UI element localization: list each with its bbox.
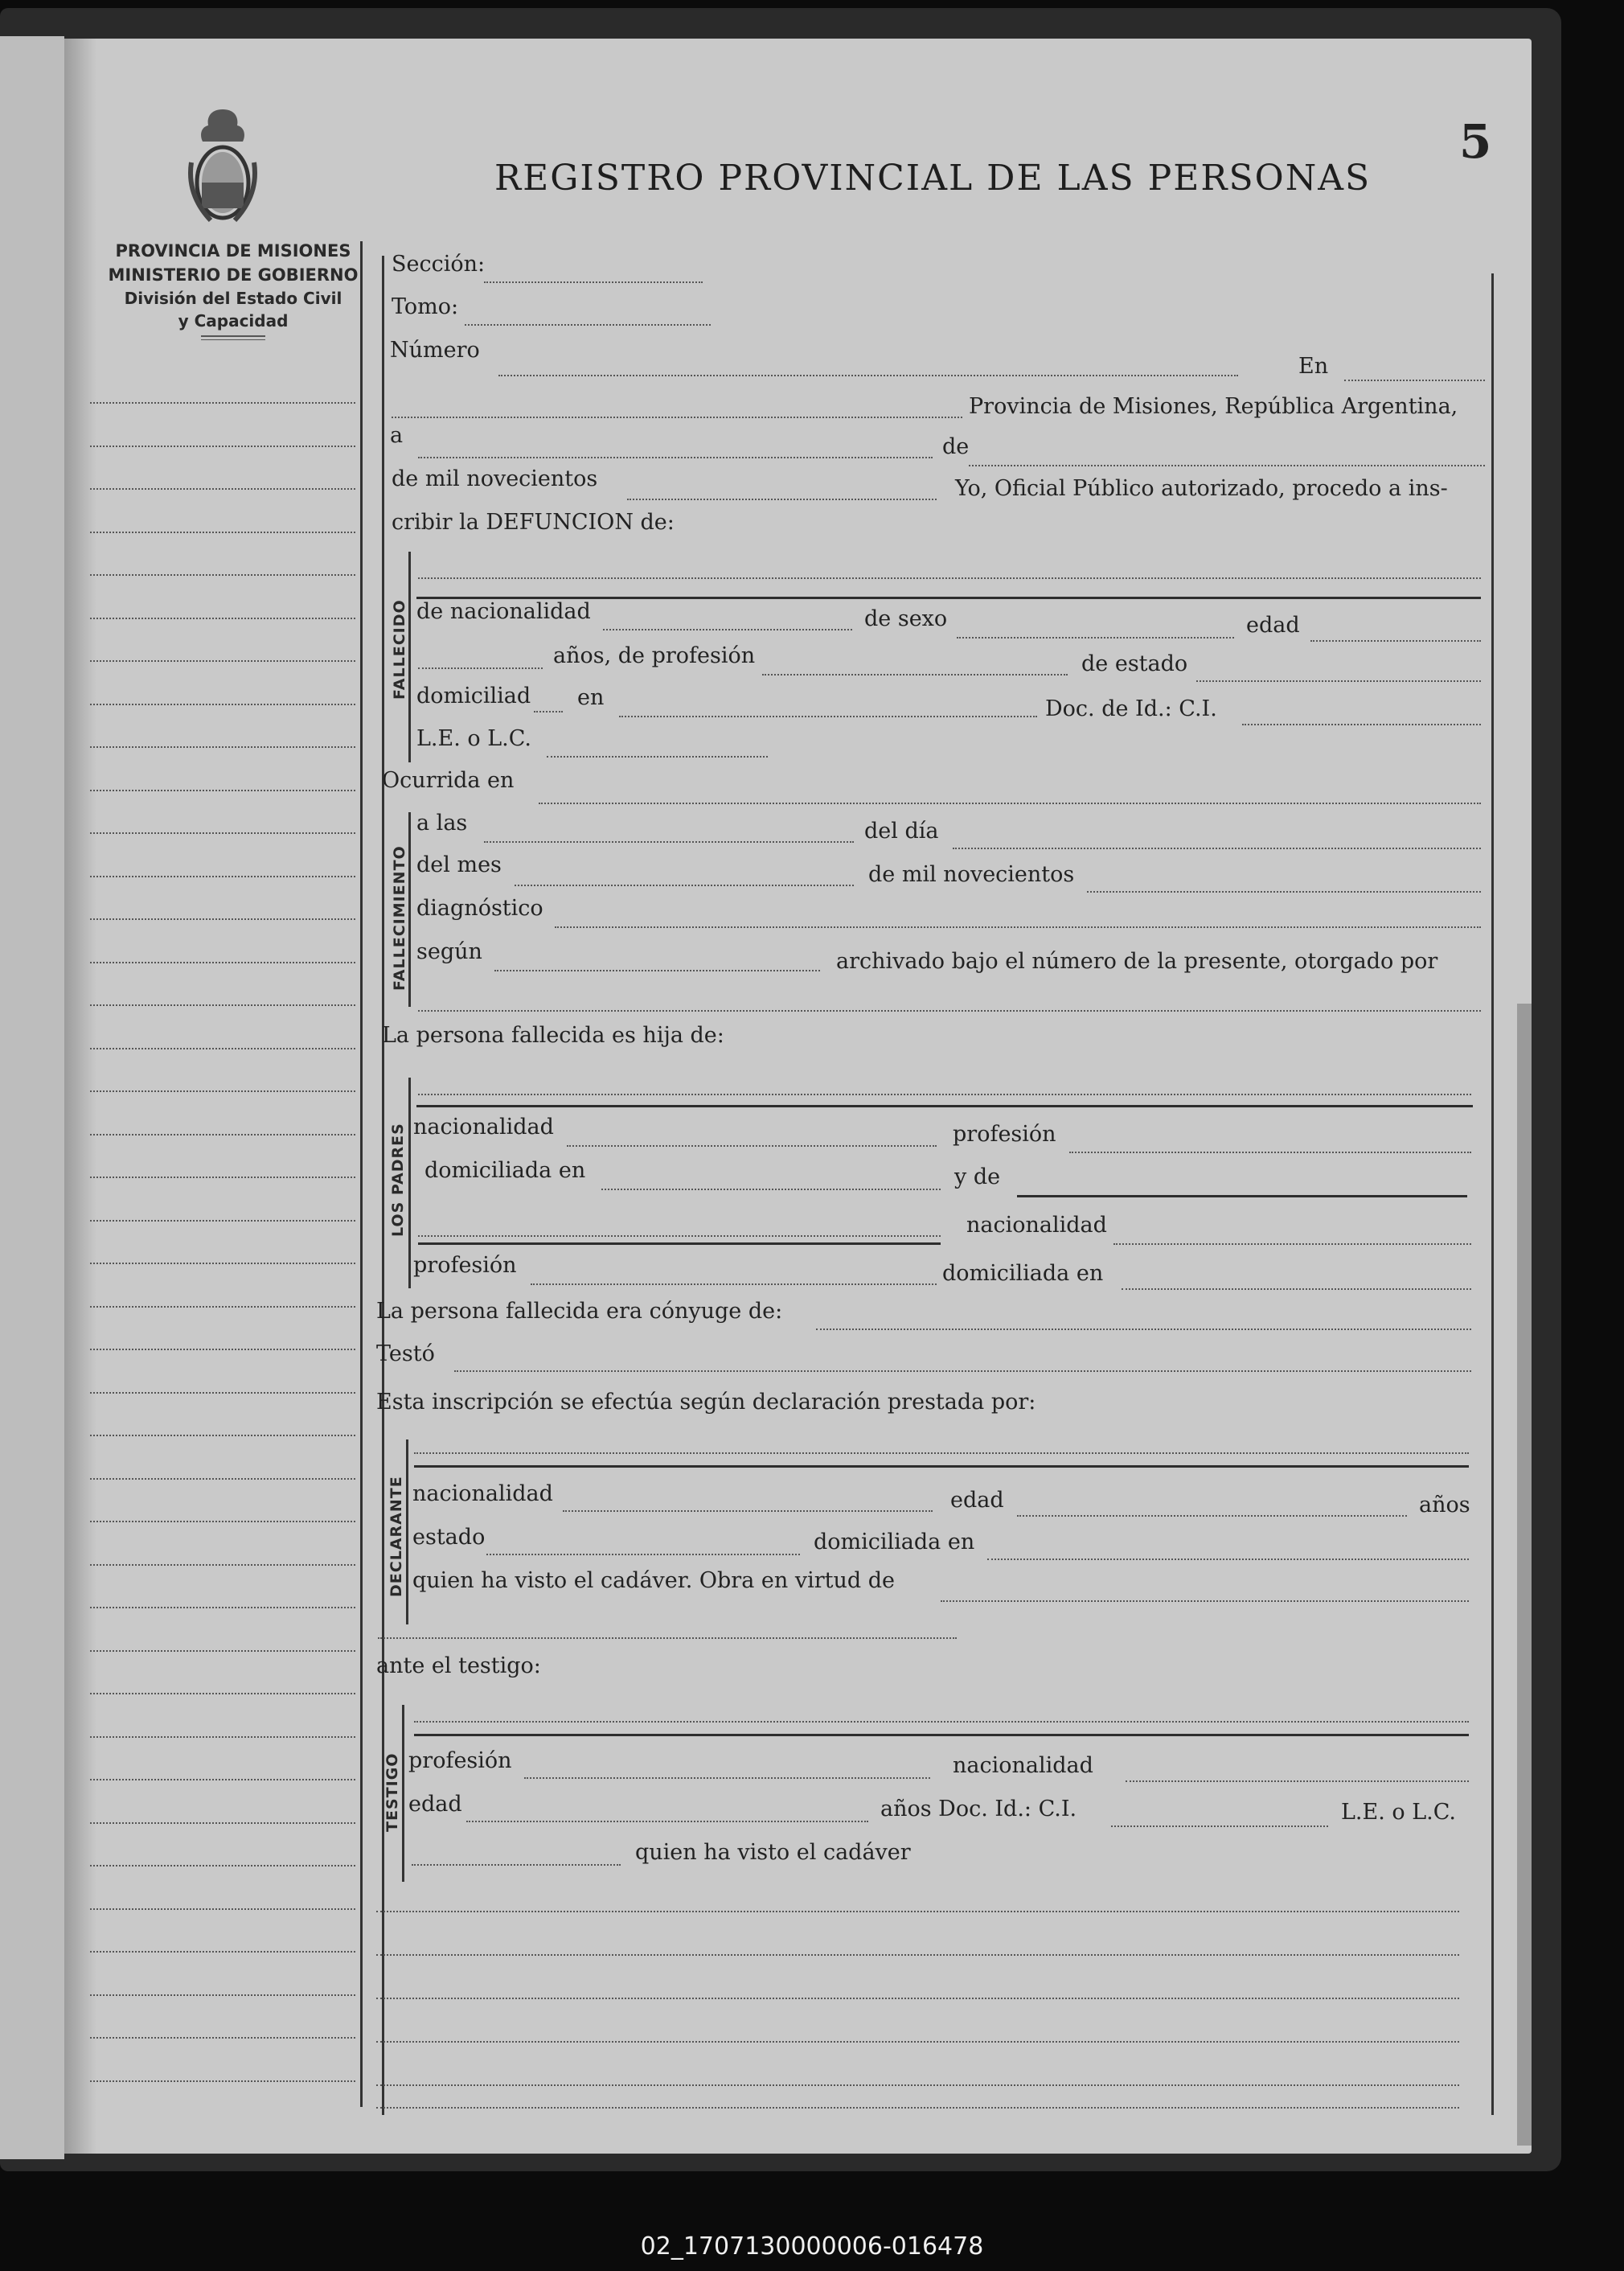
margin-note-line[interactable] — [90, 1048, 355, 1049]
padre-domiciliada-label: domiciliada en — [424, 1158, 586, 1183]
fallecido-name-field[interactable] — [418, 577, 1481, 579]
margin-note-line[interactable] — [90, 1564, 355, 1566]
margin-note-line[interactable] — [90, 1435, 355, 1436]
agency-division: División del Estado Civil — [124, 289, 342, 308]
en-label: En — [1298, 354, 1329, 379]
testigo-nacionalidad-label: nacionalidad — [953, 1753, 1093, 1778]
numero-field[interactable] — [498, 375, 1238, 376]
padre-profesion-label: profesión — [953, 1122, 1056, 1147]
margin-note-line[interactable] — [90, 2080, 355, 2082]
padres-separator — [416, 1105, 1473, 1107]
oficial-text: Yo, Oficial Público autorizado, procedo a ins- — [955, 476, 1448, 501]
madre-domicilio-field[interactable] — [1122, 1288, 1471, 1290]
testigo-edad-field[interactable] — [466, 1821, 868, 1822]
dia-field[interactable] — [418, 457, 933, 458]
padre-domicilio-field[interactable] — [601, 1189, 941, 1190]
segun-label: según — [416, 939, 482, 964]
declarante-name-field[interactable] — [414, 1452, 1469, 1454]
declarante-domiciliada-label: domiciliada en — [814, 1530, 975, 1554]
diagnostico-field[interactable] — [555, 926, 1481, 928]
margin-note-line[interactable] — [90, 1779, 355, 1780]
margin-note-line[interactable] — [90, 1994, 355, 1996]
testigo-separator — [414, 1734, 1469, 1736]
declarante-bracket — [406, 1439, 408, 1624]
edad-field[interactable] — [1310, 640, 1481, 642]
padres-bracket — [408, 1078, 411, 1288]
notes-line[interactable] — [376, 2041, 1459, 2043]
declarante-domicilio-field[interactable] — [987, 1558, 1469, 1560]
margin-note-line[interactable] — [90, 876, 355, 877]
margin-note-line[interactable] — [90, 1865, 355, 1866]
padre-profesion-field[interactable] — [1069, 1152, 1471, 1153]
conyuge-field[interactable] — [816, 1329, 1471, 1330]
en-field[interactable] — [1344, 380, 1485, 381]
margin-note-line[interactable] — [90, 1392, 355, 1394]
testigo-nacionalidad-field[interactable] — [1126, 1780, 1469, 1782]
fallecido-label: FALLECIDO — [391, 599, 408, 700]
margin-note-line[interactable] — [90, 660, 355, 662]
form-left-border — [382, 256, 384, 2115]
notes-line[interactable] — [376, 1998, 1459, 1999]
madre-profesion-field[interactable] — [531, 1283, 937, 1285]
page-title: REGISTRO PROVINCIAL DE LAS PERSONAS — [494, 158, 1372, 199]
margin-note-line[interactable] — [90, 746, 355, 748]
madre-name-continued-field[interactable] — [418, 1235, 941, 1237]
margin-note-line[interactable] — [90, 532, 355, 533]
mil-novecientos-label: de mil novecientos — [392, 466, 598, 491]
domicilio-field[interactable] — [619, 716, 1037, 717]
margin-note-line[interactable] — [90, 1263, 355, 1264]
dia-fallecimiento-field[interactable] — [953, 848, 1481, 849]
testigo-edad-label: edad — [408, 1792, 462, 1817]
fallecimiento-bracket — [408, 812, 411, 1007]
padre-name-field[interactable] — [418, 1094, 1471, 1095]
profesion-field[interactable] — [762, 674, 1068, 676]
margin-note-line[interactable] — [90, 618, 355, 619]
margin-note-line[interactable] — [90, 1220, 355, 1222]
agency-underline — [201, 335, 265, 340]
ante-testigo-text: ante el testigo: — [376, 1653, 541, 1678]
testo-field[interactable] — [454, 1370, 1471, 1372]
margin-note-line[interactable] — [90, 1177, 355, 1178]
cribir-text: cribir la DEFUNCION de: — [392, 510, 675, 535]
archivado-text: archivado bajo el número de la presente, otorgado por — [836, 949, 1438, 974]
en-virtud-continued-field[interactable] — [378, 1637, 957, 1639]
anio-field[interactable] — [627, 499, 937, 500]
margin-note-line[interactable] — [90, 574, 355, 576]
diagnostico-label: diagnóstico — [416, 896, 543, 921]
declarante-nacionalidad-label: nacionalidad — [412, 1481, 553, 1506]
testigo-label: TESTIGO — [383, 1752, 401, 1832]
declarante-edad-field[interactable] — [1017, 1515, 1407, 1517]
image-caption: 02_1707130000006-016478 — [640, 2232, 984, 2261]
margin-note-line[interactable] — [90, 1736, 355, 1738]
margin-note-line[interactable] — [90, 446, 355, 447]
testigo-quien-text: quien ha visto el cadáver — [635, 1840, 911, 1865]
notes-line[interactable] — [376, 2084, 1459, 2086]
margin-note-line[interactable] — [90, 704, 355, 705]
notes-line[interactable] — [376, 1911, 1459, 1912]
doc-ci-label: Doc. de Id.: C.I. — [1045, 696, 1217, 721]
margin-note-line[interactable] — [90, 1650, 355, 1652]
fallecimiento-label: FALLECIMIENTO — [391, 845, 408, 991]
testigo-profesion-label: profesión — [408, 1748, 512, 1773]
declarante-estado-label: estado — [412, 1525, 486, 1550]
margin-note-line[interactable] — [90, 1607, 355, 1608]
margin-note-line[interactable] — [90, 1090, 355, 1092]
margin-note-line[interactable] — [90, 1908, 355, 1910]
testigo-ci-field[interactable] — [1111, 1825, 1328, 1827]
hora-field[interactable] — [484, 841, 854, 843]
mes-field[interactable] — [969, 465, 1485, 466]
notes-line[interactable] — [376, 2107, 1459, 2109]
tomo-label: Tomo: — [392, 294, 459, 319]
numero-label: Número — [390, 338, 480, 363]
le-lc-field[interactable] — [547, 756, 768, 758]
padre-nacionalidad-label: nacionalidad — [413, 1115, 554, 1140]
declarante-separator — [414, 1465, 1469, 1468]
seccion-field[interactable] — [484, 281, 703, 283]
padres-label: LOS PADRES — [389, 1123, 407, 1237]
a-label: a — [390, 423, 404, 448]
domicilio-en-label: en — [577, 685, 605, 710]
edad-label: edad — [1246, 613, 1300, 638]
anos-field[interactable] — [418, 667, 543, 669]
madre-nacionalidad-label: nacionalidad — [966, 1213, 1107, 1238]
conyuge-text: La persona fallecida era cónyuge de: — [376, 1299, 783, 1324]
le-lc-label: L.E. o L.C. — [416, 726, 532, 751]
spine-shadow — [64, 39, 96, 2154]
page-number: 5 — [1459, 114, 1492, 169]
testigo-le-lc-label: L.E. o L.C. — [1341, 1800, 1457, 1825]
margin-note-line[interactable] — [90, 1693, 355, 1694]
del-dia-label: del día — [864, 819, 939, 844]
margin-note-line[interactable] — [90, 488, 355, 490]
margin-note-line[interactable] — [90, 790, 355, 791]
declarante-label: DECLARANTE — [388, 1476, 405, 1597]
declarante-edad-label: edad — [950, 1488, 1004, 1513]
mes-fallecimiento-field[interactable] — [515, 885, 854, 886]
sexo-label: de sexo — [864, 606, 948, 631]
declarante-anos-label: años — [1419, 1493, 1470, 1517]
issuing-agency — [100, 239, 366, 340]
otorgado-por-field[interactable] — [418, 1010, 1481, 1012]
en-virtud-field[interactable] — [941, 1600, 1469, 1602]
margin-note-line[interactable] — [90, 1134, 355, 1136]
form-right-border — [1491, 273, 1494, 2115]
y-de-label: y de — [954, 1164, 1001, 1189]
notes-line[interactable] — [376, 1954, 1459, 1956]
margin-note-line[interactable] — [90, 2037, 355, 2039]
del-mes-label: del mes — [416, 852, 502, 877]
domiciliad-suffix-field[interactable] — [534, 711, 563, 713]
margin-note-line[interactable] — [90, 962, 355, 963]
hija-de-text: La persona fallecida es hija de: — [382, 1023, 724, 1048]
tomo-field[interactable] — [465, 324, 711, 326]
sexo-field[interactable] — [957, 637, 1234, 639]
declarante-estado-field[interactable] — [486, 1554, 800, 1555]
margin-note-line[interactable] — [90, 1521, 355, 1522]
margin-divider — [360, 241, 363, 2107]
madre-profesion-label: profesión — [413, 1253, 517, 1278]
madre-domiciliada-label: domiciliada en — [942, 1261, 1104, 1286]
certificado-field[interactable] — [494, 970, 820, 971]
provincia-text: Provincia de Misiones, República Argentina, — [969, 394, 1458, 419]
agency-province: PROVINCIA DE MISIONES — [115, 241, 351, 261]
mil-novecientos-fallecimiento-label: de mil novecientos — [868, 862, 1075, 887]
declarante-quien-text: quien ha visto el cadáver. Obra en virtud de — [412, 1568, 896, 1593]
testigo-doc-label: años Doc. Id.: C.I. — [880, 1797, 1077, 1821]
testigo-le-lc-field[interactable] — [412, 1864, 621, 1866]
ocurrida-label: Ocurrida en — [382, 768, 515, 793]
seccion-label: Sección: — [392, 252, 486, 277]
domiciliad-label: domiciliad — [416, 684, 531, 708]
declarante-nacionalidad-field[interactable] — [563, 1510, 933, 1512]
ocurrida-field[interactable] — [539, 803, 1481, 804]
madre-underline — [418, 1242, 941, 1245]
margin-note-line[interactable] — [90, 1306, 355, 1308]
testigo-name-field[interactable] — [414, 1721, 1469, 1723]
agency-ministry: MINISTERIO DE GOBIERNO — [108, 265, 359, 285]
nacionalidad-field[interactable] — [603, 629, 852, 630]
madre-nacionalidad-field[interactable] — [1113, 1243, 1471, 1245]
nacionalidad-label: de nacionalidad — [416, 599, 591, 624]
previous-page-edge — [0, 36, 64, 2159]
lugar-field[interactable] — [392, 417, 962, 418]
estado-label: de estado — [1081, 651, 1188, 676]
margin-note-line[interactable] — [90, 832, 355, 834]
margin-note-line[interactable] — [90, 1478, 355, 1480]
doc-ci-field[interactable] — [1242, 724, 1481, 725]
testo-label: Testó — [376, 1341, 435, 1366]
margin-note-line[interactable] — [90, 1822, 355, 1824]
margin-note-line[interactable] — [90, 1951, 355, 1953]
a-las-label: a las — [416, 811, 468, 836]
margin-note-line[interactable] — [90, 918, 355, 920]
padre-nacionalidad-field[interactable] — [567, 1145, 937, 1147]
agency-capacity: y Capacidad — [178, 311, 289, 331]
margin-note-line[interactable] — [90, 1004, 355, 1006]
margin-note-line[interactable] — [90, 1349, 355, 1350]
margin-note-line[interactable] — [90, 402, 355, 404]
de-label: de — [942, 434, 970, 459]
madre-name-field[interactable] — [1017, 1195, 1467, 1197]
fallecido-bracket — [408, 552, 411, 762]
profesion-label: años, de profesión — [553, 643, 756, 668]
inscripcion-text: Esta inscripción se efectúa según declaración prestada por: — [376, 1390, 1036, 1415]
testigo-profesion-field[interactable] — [524, 1777, 930, 1779]
anio-fallecimiento-field[interactable] — [1087, 891, 1481, 893]
page-edge-shadow — [1517, 1004, 1532, 2146]
estado-field[interactable] — [1196, 680, 1481, 682]
national-coat-of-arms-icon — [187, 106, 259, 227]
testigo-bracket — [402, 1705, 404, 1882]
